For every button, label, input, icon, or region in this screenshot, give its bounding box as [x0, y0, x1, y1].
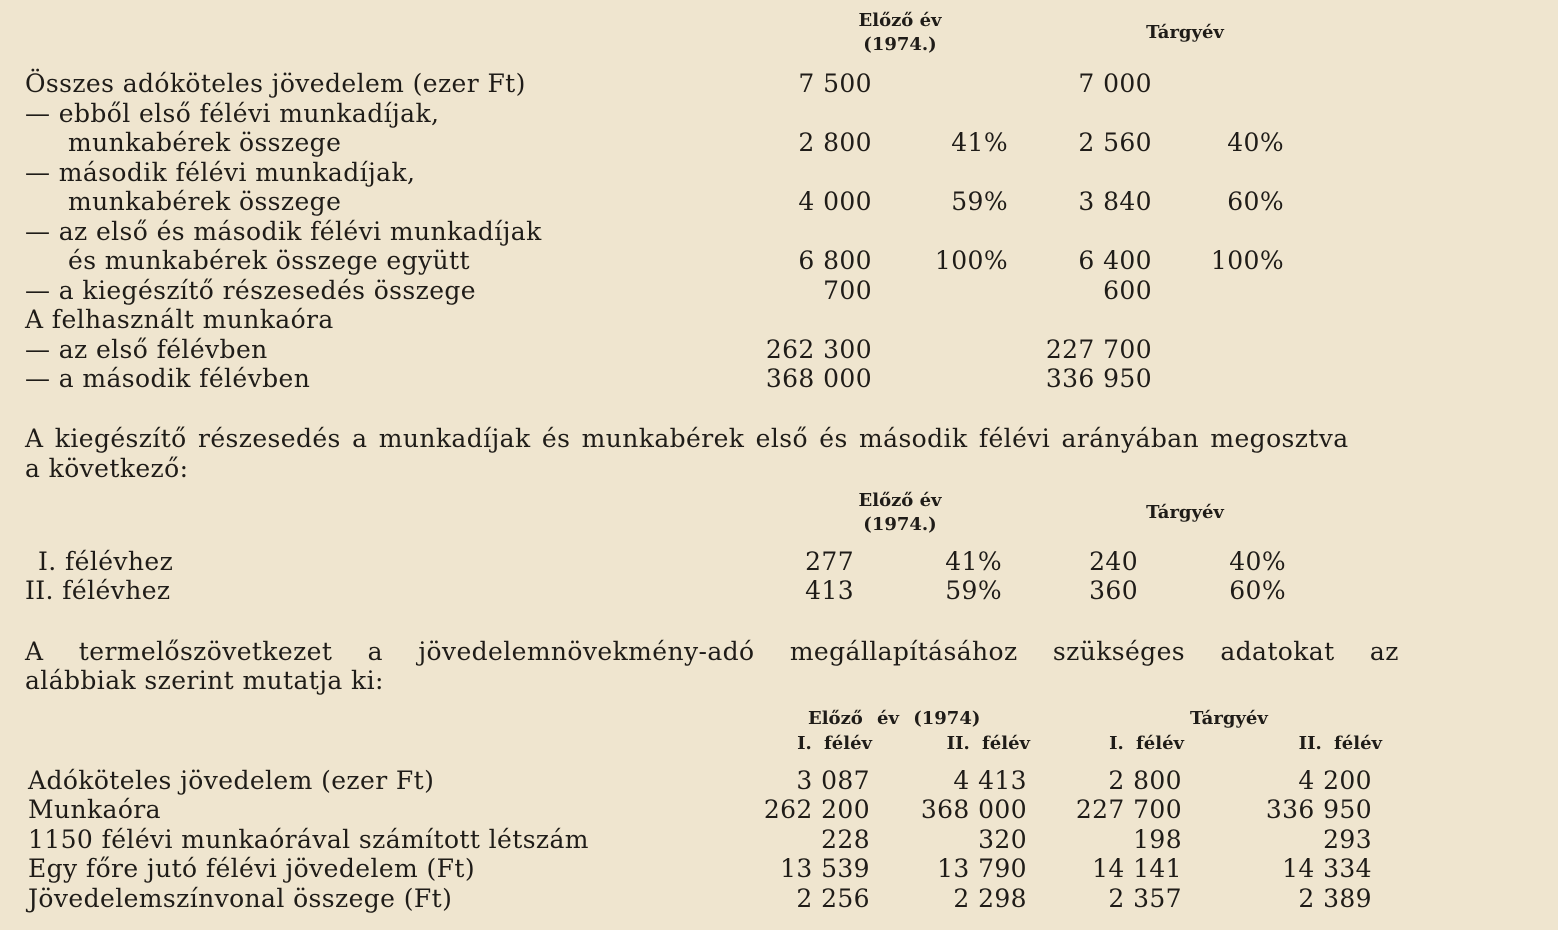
table2-cur-value: 360	[1089, 576, 1138, 605]
table1-prev-value: 2 800	[798, 128, 872, 157]
table1-prev-pct: 100%	[934, 246, 1008, 275]
paragraph-line: a következő:	[25, 454, 189, 483]
table1-cur-value: 227 700	[1045, 335, 1152, 364]
table3-row-label: Munkaóra	[28, 795, 161, 824]
table3-cell: 368 000	[920, 795, 1027, 824]
table1-cur-value: 2 560	[1078, 128, 1152, 157]
table3-header-col4: II. félév	[1298, 733, 1382, 754]
table1-prev-value: 7 500	[798, 69, 872, 98]
table1-row-label: — az első és második félévi munkadíjak	[25, 217, 542, 246]
table1-cur-value: 600	[1103, 276, 1152, 305]
table3-cell: 2 389	[1298, 884, 1372, 913]
table1-row-label: — a második félévben	[25, 364, 311, 393]
table1-row-label: A felhasznált munkaóra	[25, 305, 334, 334]
table3-cell: 13 790	[937, 854, 1027, 883]
table3-cell: 293	[1323, 825, 1372, 854]
table3-cell: 14 334	[1282, 854, 1372, 883]
table1-header-current-year: Tárgyév	[1146, 22, 1224, 43]
table3-cell: 4 200	[1298, 766, 1372, 795]
table1-prev-value: 700	[823, 276, 872, 305]
table1-prev-pct: 59%	[951, 187, 1008, 216]
table2-prev-pct: 59%	[945, 576, 1002, 605]
table3-row-label: 1150 félévi munkaórával számított létszám	[28, 825, 589, 854]
table1-header-prev-year: Előző év	[858, 10, 942, 31]
table1-cur-pct: 40%	[1227, 128, 1284, 157]
table3-cell: 3 087	[796, 766, 870, 795]
table2-cur-pct: 60%	[1229, 576, 1286, 605]
table1-cur-pct: 60%	[1227, 187, 1284, 216]
paragraph-line: A kiegészítő részesedés a munkadíjak és munkabérek első és második félévi arányában megosztva	[25, 424, 1349, 453]
table3-cell: 13 539	[780, 854, 870, 883]
table1-prev-value: 262 300	[765, 335, 872, 364]
table3-cell: 4 413	[953, 766, 1027, 795]
paragraph-line: alábbiak szerint mutatja ki:	[25, 666, 384, 695]
table2-header-prev-year: Előző év	[858, 490, 942, 511]
table3-header-col1: I. félév	[797, 733, 872, 754]
table2-row-label: II. félévhez	[25, 576, 171, 605]
table3-cell: 198	[1133, 825, 1182, 854]
table1-prev-value: 4 000	[798, 187, 872, 216]
table3-cell: 320	[978, 825, 1027, 854]
table1-prev-value: 368 000	[765, 364, 872, 393]
table1-cur-value: 336 950	[1045, 364, 1152, 393]
table2-cur-value: 240	[1089, 547, 1138, 576]
table1-cur-pct: 100%	[1210, 246, 1284, 275]
table1-prev-value: 6 800	[798, 246, 872, 275]
table2-header-current-year: Tárgyév	[1146, 502, 1224, 523]
table2-prev-pct: 41%	[945, 547, 1002, 576]
table3-row-label: Jövedelemszínvonal összege (Ft)	[28, 884, 453, 913]
table2-row-label: I. félévhez	[38, 547, 174, 576]
table1-row-label: — ebből első félévi munkadíjak,	[25, 99, 440, 128]
table3-cell: 2 800	[1108, 766, 1182, 795]
table1-row-label: munkabérek összege	[68, 128, 342, 157]
table1-row-label: és munkabérek összege együtt	[68, 246, 470, 275]
table3-cell: 228	[821, 825, 870, 854]
table3-row-label: Egy főre jutó félévi jövedelem (Ft)	[28, 854, 475, 883]
table3-cell: 336 950	[1265, 795, 1372, 824]
table1-row-label: munkabérek összege	[68, 187, 342, 216]
table1-row-label: Összes adóköteles jövedelem (ezer Ft)	[25, 69, 526, 98]
table1-cur-value: 6 400	[1078, 246, 1152, 275]
table1-cur-value: 3 840	[1078, 187, 1152, 216]
table1-cur-value: 7 000	[1078, 69, 1152, 98]
table3-header-prev-year: Előző év (1974)	[808, 708, 981, 729]
table2-cur-pct: 40%	[1229, 547, 1286, 576]
table1-row-label: — az első félévben	[25, 335, 268, 364]
paragraph-line: A termelőszövetkezet a jövedelemnövekmény-adó megállapításához szükséges adatokat az	[25, 637, 1399, 666]
table3-header-col2: II. félév	[946, 733, 1030, 754]
table3-header-col3: I. félév	[1109, 733, 1184, 754]
table2-prev-value: 413	[805, 576, 854, 605]
table3-cell: 2 256	[796, 884, 870, 913]
table3-cell: 2 298	[953, 884, 1027, 913]
table1-header-prev-year-paren: (1974.)	[863, 34, 937, 55]
table3-header-current-year: Tárgyév	[1190, 708, 1268, 729]
table3-row-label: Adóköteles jövedelem (ezer Ft)	[28, 766, 435, 795]
table3-cell: 262 200	[763, 795, 870, 824]
table2-prev-value: 277	[805, 547, 854, 576]
table3-cell: 2 357	[1108, 884, 1182, 913]
table1-row-label: — második félévi munkadíjak,	[25, 158, 416, 187]
table1-row-label: — a kiegészítő részesedés összege	[25, 276, 476, 305]
table3-cell: 227 700	[1075, 795, 1182, 824]
table1-prev-pct: 41%	[951, 128, 1008, 157]
table2-header-prev-year-paren: (1974.)	[863, 514, 937, 535]
table3-cell: 14 141	[1092, 854, 1182, 883]
